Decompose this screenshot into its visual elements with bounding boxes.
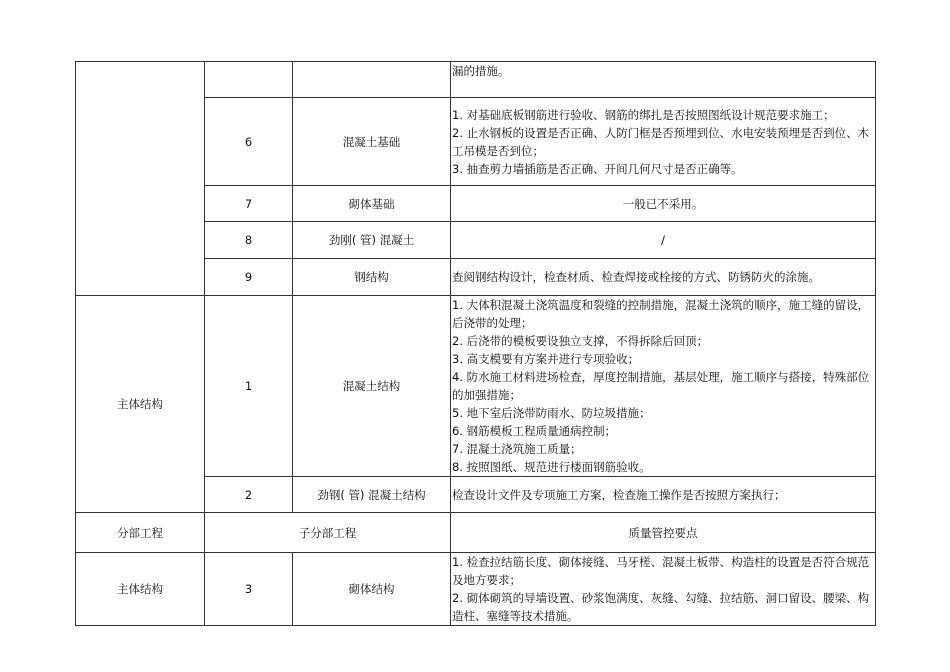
table-row bbox=[76, 62, 876, 98]
sub-number: 3 bbox=[205, 553, 293, 626]
control-line: 7. 混凝土浇筑施工质量； bbox=[452, 442, 582, 456]
sub-name: 钢结构 bbox=[293, 259, 451, 296]
sub-number: 2 bbox=[205, 477, 293, 513]
quality-control-table bbox=[75, 61, 876, 626]
division-cell-empty bbox=[76, 62, 205, 296]
division-cell: 主体结构 bbox=[76, 553, 205, 626]
control-line: 2. 砌体砌筑的导墙设置、砂浆饱满度、灰缝、勾缝、拉结筋、洞口留设、腰梁、构造柱、塞缝等技术措施。 bbox=[452, 591, 870, 623]
control-line: 4. 防水施工材料进场检查，厚度控制措施，基层处理，施工顺序与搭接，特殊部位的加强措施； bbox=[452, 370, 870, 402]
control-points bbox=[451, 259, 876, 296]
control-line: 2. 后浇带的模板要设独立支撑，不得拆除后回顶； bbox=[452, 334, 709, 348]
control-line: 漏的措施。 bbox=[452, 64, 510, 78]
sub-name: 劲刚( 管) 混凝土 bbox=[293, 222, 451, 259]
control-points bbox=[451, 296, 876, 477]
header-control-points: 质量管控要点 bbox=[451, 513, 876, 553]
sub-number: 7 bbox=[205, 186, 293, 222]
control-line: 5. 地下室后浇带防雨水、防垃圾措施； bbox=[452, 406, 651, 420]
sub-name: 砌体基础 bbox=[293, 186, 451, 222]
sub-name: 混凝土基础 bbox=[293, 98, 451, 186]
header-sub-division: 子分部工程 bbox=[205, 513, 451, 553]
control-line: 3. 高支模要有方案并进行专项验收； bbox=[452, 352, 640, 366]
sub-number: 8 bbox=[205, 222, 293, 259]
control-line: 一般已不采用。 bbox=[622, 196, 704, 211]
control-points bbox=[451, 222, 876, 259]
sub-name: 劲钢( 管) 混凝土结构 bbox=[293, 477, 451, 513]
control-line: 6. 钢筋模板工程质量通病控制； bbox=[452, 424, 617, 438]
sub-number: 6 bbox=[205, 98, 293, 186]
control-points bbox=[451, 553, 876, 626]
control-line: 1. 对基础底板钢筋进行验收、钢筋的绑扎是否按照图纸设计规范要求施工； bbox=[452, 107, 835, 122]
control-line: 1. 大体积混凝土浇筑温度和裂缝的控制措施，混凝土浇筑的顺序，施工缝的留设，后浇带的处理； bbox=[452, 298, 870, 330]
control-points bbox=[451, 62, 876, 98]
sub-name: 混凝土结构 bbox=[293, 296, 451, 477]
sub-name bbox=[293, 62, 451, 98]
division-cell: 主体结构 bbox=[76, 296, 205, 513]
sub-number: 9 bbox=[205, 259, 293, 296]
table-row bbox=[76, 296, 876, 477]
control-line: 查阅钢结构设计，检查材质、检查焊接或栓接的方式、防锈防火的涂施。 bbox=[452, 270, 820, 284]
control-line: 3. 抽查剪力墙插筋是否正确、开间几何尺寸是否正确等。 bbox=[452, 161, 743, 176]
control-points bbox=[451, 98, 876, 186]
control-line: 检查设计文件及专项施工方案，检查施工操作是否按照方案执行； bbox=[452, 487, 786, 502]
table-row bbox=[76, 553, 876, 626]
control-points bbox=[451, 186, 876, 222]
control-line: 2. 止水钢板的设置是否正确、人防门框是否预埋到位、水电安装预埋是否到位、木工吊模是否到位； bbox=[452, 125, 870, 158]
control-line: 8. 按照图纸、规范进行楼面钢筋验收。 bbox=[452, 460, 651, 474]
sub-name: 砌体结构 bbox=[293, 553, 451, 626]
header-division: 分部工程 bbox=[76, 513, 205, 553]
header-row bbox=[76, 513, 876, 553]
control-line: / bbox=[661, 233, 665, 247]
control-line: 1. 检查拉结筋长度、砌体接缝、马牙槎、混凝土板带、构造柱的设置是否符合规范及地方要求； bbox=[452, 555, 870, 587]
sub-number bbox=[205, 62, 293, 98]
control-points bbox=[451, 477, 876, 513]
sub-number: 1 bbox=[205, 296, 293, 477]
